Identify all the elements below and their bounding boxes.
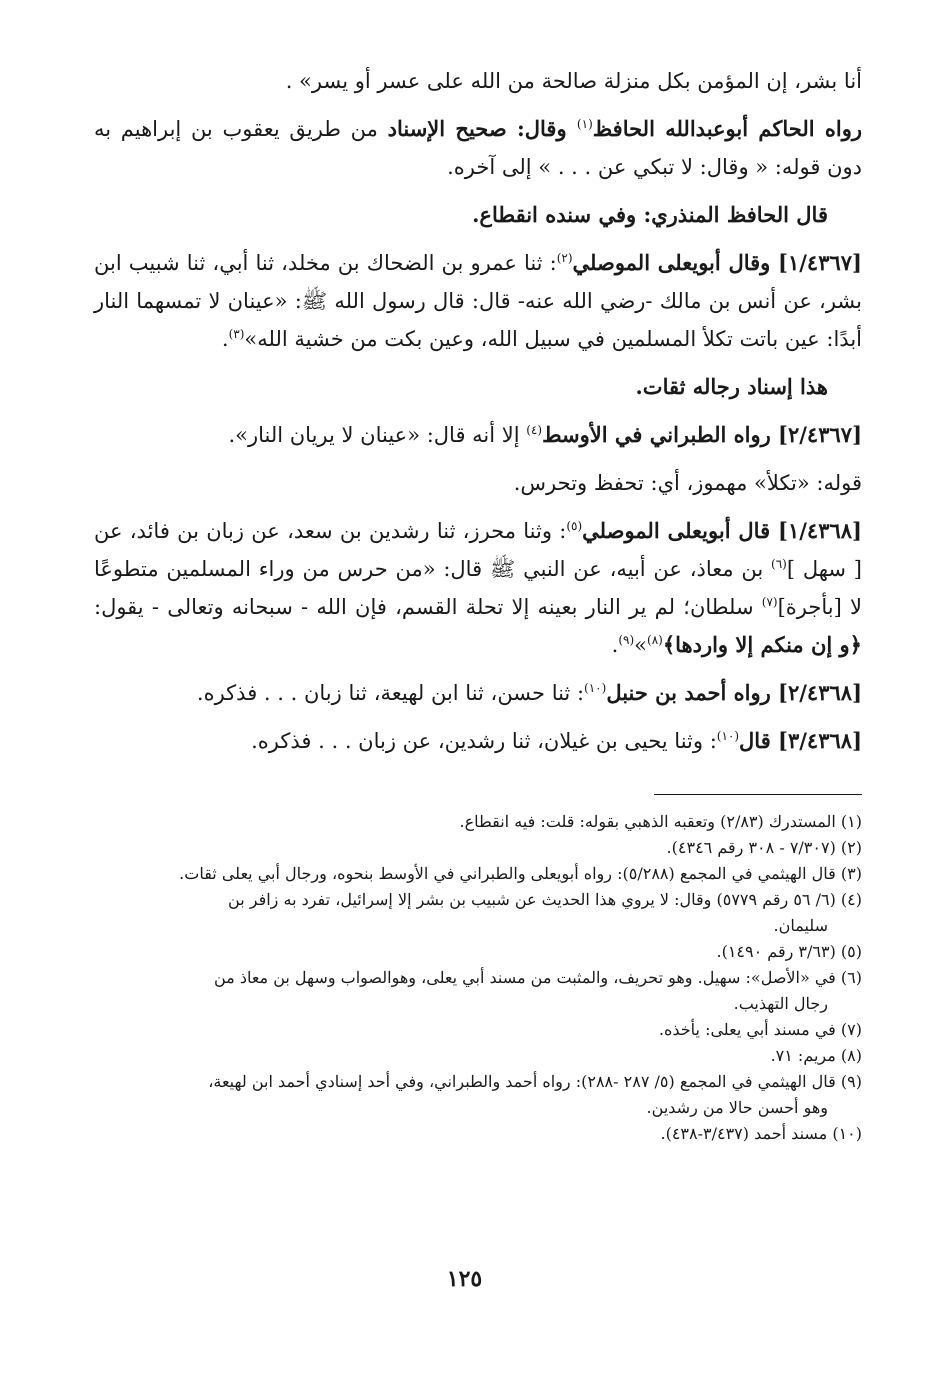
text-run: قال الحافظ المنذري: وفي سنده انقطاع. (472, 202, 828, 227)
text-run: قوله: «تكلأ» مهموز، أي: تحفظ وتحرس. (513, 471, 862, 495)
text-run: : ثنا حسن، ثنا ابن لهيعة، ثنا زبان . . . فذكره. (196, 681, 585, 705)
footnote-f4 (94, 887, 862, 939)
footnote-ref[interactable]: (٦) (771, 557, 787, 571)
text-run: صحيح الإسناد (387, 116, 507, 141)
text-run: ﴿و إن منكم إلا واردها﴾ (662, 632, 862, 657)
footnote-line: (٧) في مسند أبي يعلى: يأخذه. (658, 1020, 862, 1039)
text-run: : ثنا عمرو بن الضحاك بن مخلد، ثنا أبي، ثنا شبيب ابن بشر، عن أنس بن مالك -رضي الله عنه- قال: قال رسول الله ﷺ: «عينان لا تمسهما النار أبدًا: عين باتت تكلأ المسلمين في سبيل الله، وعين بكت من خشية الله» (94, 251, 862, 351)
text-run: : وثنا محرز، ثنا رشدين بن سعد، عن زبان بن فائد، عن [ سهل ] (94, 519, 862, 581)
footnote-ref[interactable]: (٢) (556, 251, 573, 265)
text-run: سلطان؛ لم ير النار بعينه إلا تحلة القسم، فإن الله - سبحانه وتعالى - يقول: (94, 595, 762, 619)
paragraph-p8 (94, 512, 862, 664)
footnote-line: (٤) (٦/ ٥٦ رقم ٥٧٧٩) وقال: لا يروي هذا الحديث عن شبيب بن بشر إلا إسرائيل، تفرد به زافر بن (228, 890, 862, 909)
main-text (94, 62, 862, 760)
footnote-line: (٣) قال الهيثمي في المجمع (٥/٢٨٨): رواه أبويعلى والطبراني في الأوسط بنحوه، ورجال أبي يعلى ثقات. (179, 864, 862, 883)
footnote-line: (١) المستدرك (٢/٨٣) وتعقبه الذهبي بقوله: قلت: فيه انقطاع. (459, 812, 862, 831)
footnote-separator (654, 794, 862, 795)
footnote-line: (٥) (٣/٦٣ رقم ١٤٩٠). (716, 942, 862, 961)
footnote-ref[interactable]: (٩) (618, 633, 635, 647)
footnote-ref[interactable]: (١) (576, 117, 593, 131)
text-run: من طريق يعقوب بن إبراهيم به دون قوله: « وقال: لا تبكي عن . . . » إلى آخره. (94, 117, 862, 179)
footnote-f1 (94, 809, 862, 835)
footnotes (94, 809, 862, 1147)
text-run: [١/٤٣٦٧] وقال أبويعلى الموصلي (572, 250, 862, 275)
footnote-ref[interactable]: (٤) (526, 423, 543, 437)
footnote-line: (٨) مريم: ٧١. (770, 1046, 862, 1065)
footnote-f8 (94, 1043, 862, 1069)
footnote-ref[interactable]: (٨) (647, 633, 663, 647)
text-run: إلا أنه قال: «عينان لا يريان النار». (228, 423, 527, 447)
text-run: بن معاذ، عن أبيه، عن النبي ﷺ قال: «من حرس من وراء المسلمين متطوعًا لا [بأجرة] (94, 557, 862, 619)
text-run: رواه الحاكم أبوعبدالله الحافظ (592, 116, 862, 141)
text-run: » (634, 633, 647, 657)
paragraph-p1 (94, 62, 862, 100)
footnote-f10 (94, 1121, 862, 1147)
text-run: [١/٤٣٦٨] قال أبويعلى الموصلي (582, 518, 862, 543)
text-run: [٢/٤٣٦٨] رواه أحمد بن حنبل (606, 680, 862, 705)
text-run: . (221, 327, 229, 351)
footnote-line: وهو أحسن حالا من رشدين. (646, 1098, 828, 1117)
footnote-f9 (94, 1069, 862, 1121)
paragraph-p5 (94, 368, 862, 406)
text-run: هذا إسناد رجاله ثقات. (635, 374, 828, 399)
paragraph-p10 (94, 722, 862, 760)
paragraph-p7 (94, 464, 862, 502)
footnote-line: رجال التهذيب. (733, 994, 828, 1013)
footnote-ref[interactable]: (١٠) (716, 729, 740, 743)
footnote-f5 (94, 939, 862, 965)
footnote-line: (٦) في «الأصل»: سهيل. وهو تحريف، والمثبت من مسند أبي يعلى، وهوالصواب وسهل بن معاذ من (213, 968, 862, 987)
text-run: وقال: (506, 116, 577, 141)
footnote-ref[interactable]: (٥) (566, 519, 583, 533)
text-run: أنا بشر، إن المؤمن بكل منزلة صالحة من الله على عسر أو يسر» . (285, 69, 862, 93)
footnote-line: (٢) (٧/٣٠٧ - ٣٠٨ رقم ٤٣٤٦). (666, 838, 862, 857)
page-number: ١٢٥ (446, 1266, 483, 1292)
footnote-ref[interactable]: (١٠) (584, 681, 607, 695)
footnote-f7 (94, 1017, 862, 1043)
text-run: . (611, 633, 619, 657)
text-run: [٣/٤٣٦٨] قال (739, 728, 862, 753)
paragraph-p9 (94, 674, 862, 712)
paragraph-p6 (94, 416, 862, 454)
footnote-f3 (94, 861, 862, 887)
footnote-line: سليمان. (773, 916, 828, 935)
footnote-f2 (94, 835, 862, 861)
footnote-ref[interactable]: (٧) (761, 595, 778, 609)
footnote-ref[interactable]: (٣) (228, 327, 245, 341)
paragraph-p4 (94, 244, 862, 358)
footnote-line: (٩) قال الهيثمي في المجمع (٥/ ٢٨٧ -٢٨٨): رواه أحمد والطبراني، وفي أحد إسنادي أحمد ابن لهيعة، (208, 1072, 862, 1091)
text-run: : وثنا يحيى بن غيلان، ثنا رشدين، عن زبان . . . فذكره. (251, 729, 717, 753)
page-body (94, 62, 862, 1147)
footnote-f6 (94, 965, 862, 1017)
paragraph-p3 (94, 196, 862, 234)
footnote-line: (١٠) مسند أحمد (٣/٤٣٧-٤٣٨). (660, 1124, 862, 1143)
text-run: [٢/٤٣٦٧] رواه الطبراني في الأوسط (542, 422, 862, 447)
paragraph-p2 (94, 110, 862, 186)
